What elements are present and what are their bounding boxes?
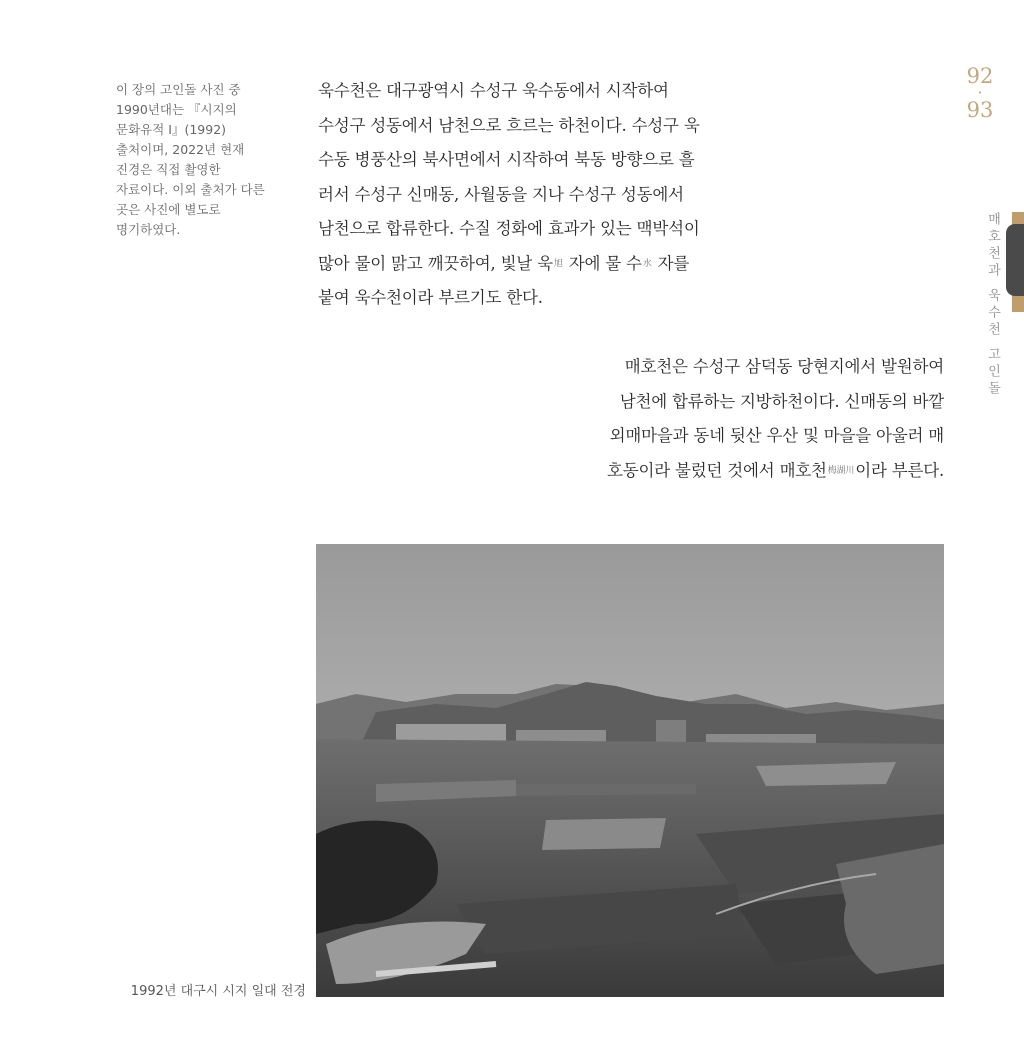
text-line: 매호천은 수성구 삼덕동 당현지에서 발원하여 bbox=[624, 357, 944, 376]
page-number-left: 92 bbox=[966, 64, 994, 88]
side-note bbox=[116, 80, 266, 240]
page-number-separator: · bbox=[977, 83, 983, 102]
paragraph-uksucheon bbox=[318, 74, 736, 316]
text-line: 붙여 욱수천이라 부르기도 한다. bbox=[318, 288, 543, 307]
text-segment: 자에 물 수 bbox=[563, 253, 642, 273]
text-line bbox=[560, 454, 944, 489]
paragraph-maehocheon bbox=[560, 350, 944, 488]
side-note-text: 이 장의 고인돌 사진 중 1990년대는 『시지의 문화유적 Ⅰ』(1992) 출처이며, 2022년 현재 진경은 직접 촬영한 자료이다. 이외 출처가 다른 곳은 사진에 별도로 명기하였다. bbox=[116, 82, 265, 237]
text-line: 수성구 성동에서 남천으로 흐르는 하천이다. 수성구 욱 bbox=[318, 115, 700, 135]
text-line: 욱수천은 대구광역시 수성구 욱수동에서 시작하여 bbox=[318, 81, 669, 100]
text-segment: 많아 물이 맑고 깨끗하여, 빛날 욱 bbox=[318, 253, 553, 273]
chapter-tab-thumbnail bbox=[1006, 224, 1024, 296]
text-line: 남천으로 합류한다. 수질 정화에 효과가 있는 맥박석이 bbox=[318, 219, 700, 238]
text-line bbox=[318, 247, 736, 282]
text-line: 남천에 합류하는 지방하천이다. 신매동의 바깥 bbox=[619, 391, 944, 411]
hanja-annotation: 梅湖川 bbox=[827, 465, 855, 476]
photo-caption: 1992년 대구시 시지 일대 전경 bbox=[130, 984, 306, 999]
page-number bbox=[950, 64, 1010, 122]
page-number-right: 93 bbox=[966, 98, 994, 122]
hanja-annotation: 旭 bbox=[553, 258, 563, 269]
text-line: 수동 병풍산의 북사면에서 시작하여 북동 방향으로 흘 bbox=[318, 150, 695, 169]
aerial-photo-image bbox=[316, 544, 944, 997]
text-segment: 이라 부른다. bbox=[855, 460, 944, 480]
hanja-annotation: 水 bbox=[642, 258, 652, 269]
text-line: 러서 수성구 신매동, 사월동을 지나 수성구 성동에서 bbox=[318, 184, 684, 204]
text-line: 외매마을과 동네 뒷산 우산 및 마을을 아울러 매 bbox=[609, 426, 944, 445]
aerial-photo bbox=[316, 544, 944, 997]
text-segment: 자를 bbox=[652, 253, 690, 273]
chapter-title: 매호천과 욱수천 고인돌 bbox=[985, 212, 1000, 399]
text-segment: 호동이라 불렀던 것에서 매호천 bbox=[607, 460, 827, 480]
